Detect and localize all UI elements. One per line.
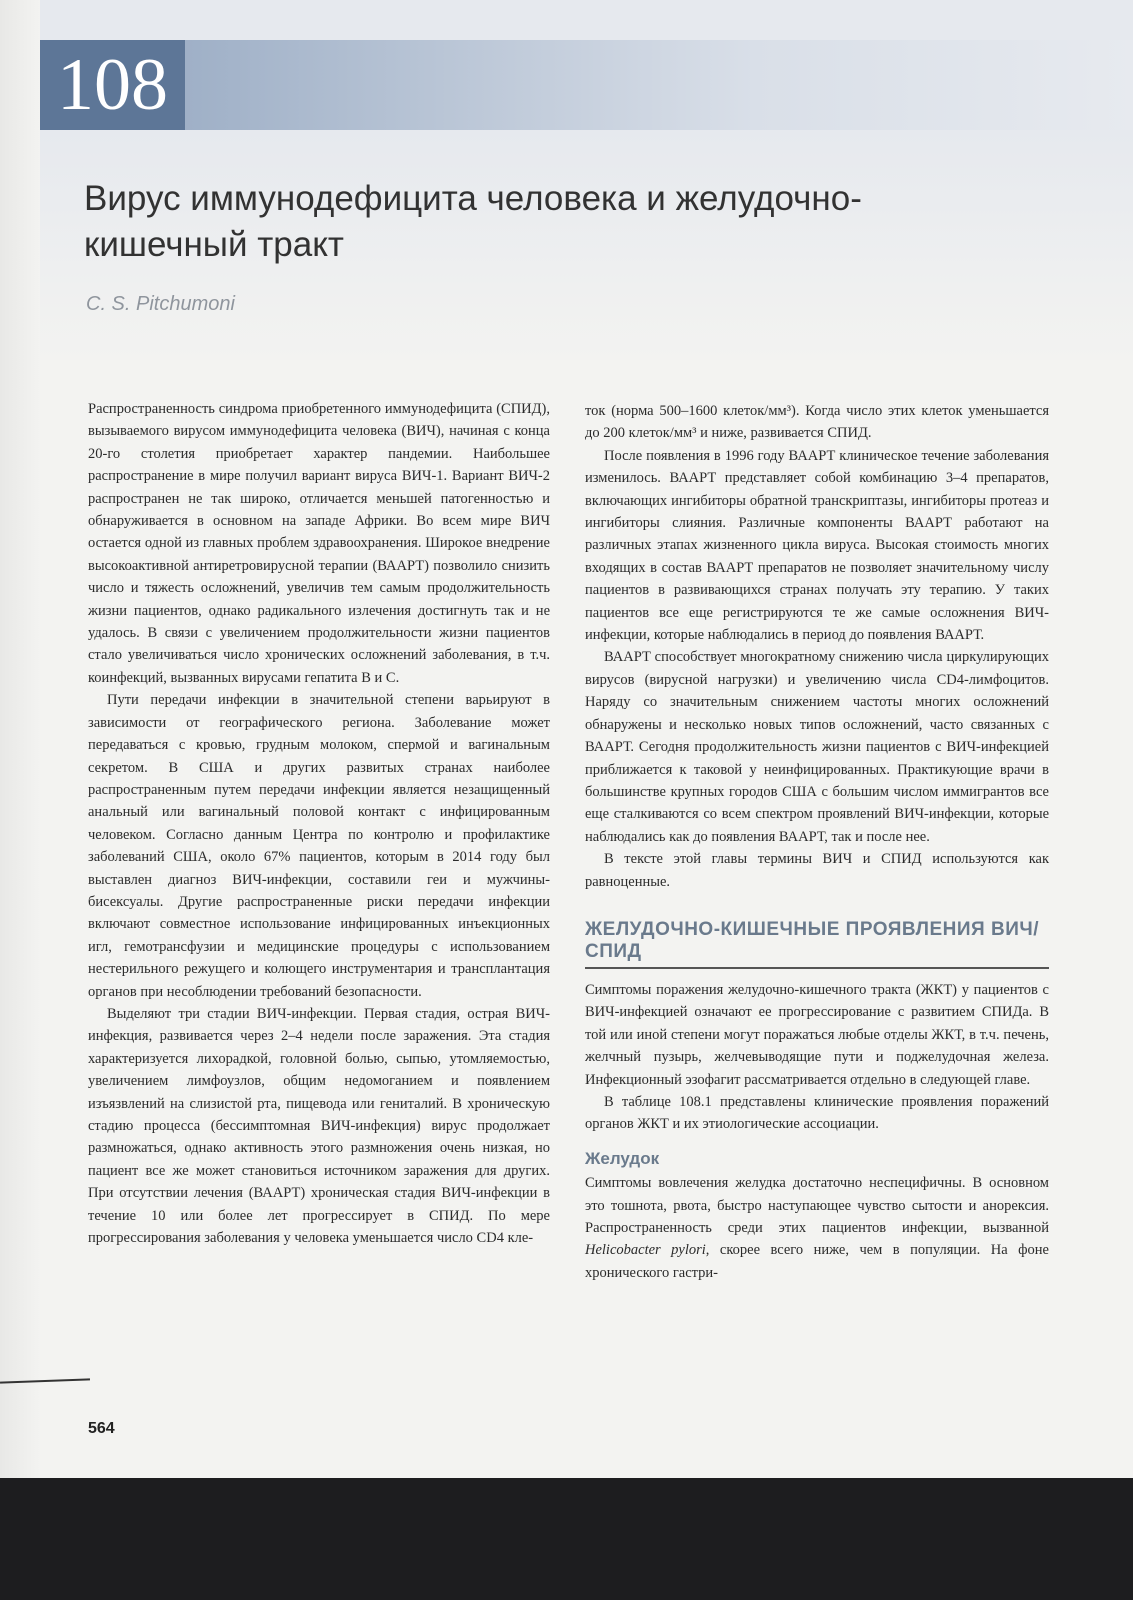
paragraph [585,1172,1049,1284]
text-span: , скорее всего ниже, чем в популяции. На фоне хронического гастри- [585,1242,1049,1281]
paragraph: Распространенность синдрома приобретенного иммунодефицита (СПИД), вызываемого вирусом иммунодефицита человека (ВИЧ), начиная с конца 20-го столетия приобретает характер пандемии. Наибольшее распространение в мире получил вариант вируса ВИЧ-1. Вариант ВИЧ-2 распространен не так широко, отличается меньшей патогенностью и обнаруживается в основном на западе Африки. Во всем мире ВИЧ остается одной из главных проблем здравоохранения. Широкое внедрение высокоактивной антиретровирусной терапии (ВААРТ) позволило снизить число и тяжесть осложнений, увеличив тем самым продолжительность жизни пациентов, однако радикального излечения достигнуть так и не удалось. В связи с увеличением продолжительности жизни пациентов стало увеличиваться число хронических осложнений заболевания, в т.ч. коинфекций, вызванных вирусами гепатита В и С. [88,401,550,686]
page-edge [0,0,40,1600]
paragraph: Пути передачи инфекции в значительной степени варьируют в зависимости от географического региона. Заболевание может передаваться с кровью, грудным молоком, спермой и вагинальным секретом. В США и других развитых странах наиболее распространенным путем передачи инфекции является незащищенный анальный или вагинальный половой контакт с инфицированным человеком. Согласно данным Центра по контролю и профилактике заболеваний США, около 67% пациентов, которым в 2014 году был выставлен диагноз ВИЧ-инфекции, составили геи и мужчины-бисексуалы. Другие распространенные риски передачи инфекции включают совместное использование инфицированных инъекционных игл, гемотрансфузии и медицинские процедуры с использованием нестерильного режущего и колющего инструментария и трансплантация органов при несоблюдении требований безопасности. [88,692,550,1000]
header-bar [185,40,1133,130]
paragraph: После появления в 1996 году ВААРТ клиническое течение заболевания изменилось. ВААРТ представляет собой комбинацию 3–4 препаратов, включающих ингибиторы обратной транскриптазы, ингибиторы протеаз и ингибиторы слияния. Различные компоненты ВААРТ работают на различных этапах жизненного цикла вируса. Высокая стоимость многих входящих в состав ВААРТ препаратов не позволяет значительному числу пациентов в развивающихся странах получать эту терапию. У таких пациентов все еще регистрируются те же самые осложнения ВИЧ-инфекции, которые наблюдались в период до появления ВААРТ. [585,447,1049,644]
paragraph: В тексте этой главы термины ВИЧ и СПИД используются как равноценные. [585,851,1049,890]
right-column [585,400,1049,1284]
paragraph: В таблице 108.1 представлены клинические проявления поражений органов ЖКТ и их этиологические ассоциации. [585,1093,1049,1133]
chapter-number: 108 [40,40,185,130]
text-span: Симптомы вовлечения желудка достаточно неспецифичны. В основном это тошнота, рвота, быстро наступающее чувство сытости и анорексия. Распространенность среди этих пациентов инфекции, вызванной [585,1175,1049,1236]
species-name: Helicobacter pylori [585,1242,706,1259]
chapter-title: Вирус иммунодефицита человека и желудочно-кишечный тракт [84,179,862,264]
left-column [88,398,550,1249]
paragraph: Выделяют три стадии ВИЧ-инфекции. Первая стадия, острая ВИЧ-инфекция, развивается через 2–4 недели после заражения. Эта стадия характеризуется лихорадкой, головной болью, сыпью, утомляемостью, увеличением лимфоузлов, общим недомоганием и появлением изъязвлений на слизистой рта, пищевода или гениталий. В хроническую стадию процесса (бессимптомная ВИЧ-инфекция) вирус продолжает размножаться, однако активность этого размножения очень низкая, но пациент все же может становиться источником заражения для других. При отсутствии лечения (ВААРТ) хроническая стадия ВИЧ-инфекции в течение 10 или более лет прогрессирует в СПИД. По мере прогрессирования заболевания у человека уменьшается число CD4 кле- [88,1005,550,1247]
scan-bottom-band [0,1478,1133,1600]
author: C. S. Pitchumoni [86,293,235,315]
page-number: 564 [88,1420,115,1437]
paragraph: ВААРТ способствует многократному снижению числа циркулирующих вирусов (вирусной нагрузки) и увеличению числа CD4-лимфоцитов. Наряду со значительным снижением частоты многих осложнений обнаружены и несколько новых типов осложнений, часто связанных с ВААРТ. Сегодня продолжительность жизни пациентов с ВИЧ-инфекцией приближается к таковой у неинфицированных. Практикующие врачи в большинстве крупных городов США с большим числом иммигрантов все еще сталкиваются со всем спектром проявлений ВИЧ-инфекции, которые наблюдались как до появления ВААРТ, так и после нее. [585,649,1049,845]
paragraph: Симптомы поражения желудочно-кишечного тракта (ЖКТ) у пациентов с ВИЧ-инфекцией означают ее прогрессирование с развитием СПИДа. В той или иной степени могут поражаться любые отделы ЖКТ, в т.ч. печень, желчный пузырь, желчевыводящие пути и поджелудочная железа. Инфекционный эзофагит рассматривается отдельно в следующей главе. [585,981,1049,1088]
subheading: Желудок [585,1148,660,1168]
paragraph: ток (норма 500–1600 клеток/мм³). Когда число этих клеток уменьшается до 200 клеток/мм³ и ниже, развивается СПИД. [585,403,1049,442]
section-heading: ЖЕЛУДОЧНО-КИШЕЧНЫЕ ПРОЯВЛЕНИЯ ВИЧ/СПИД [585,919,1049,969]
